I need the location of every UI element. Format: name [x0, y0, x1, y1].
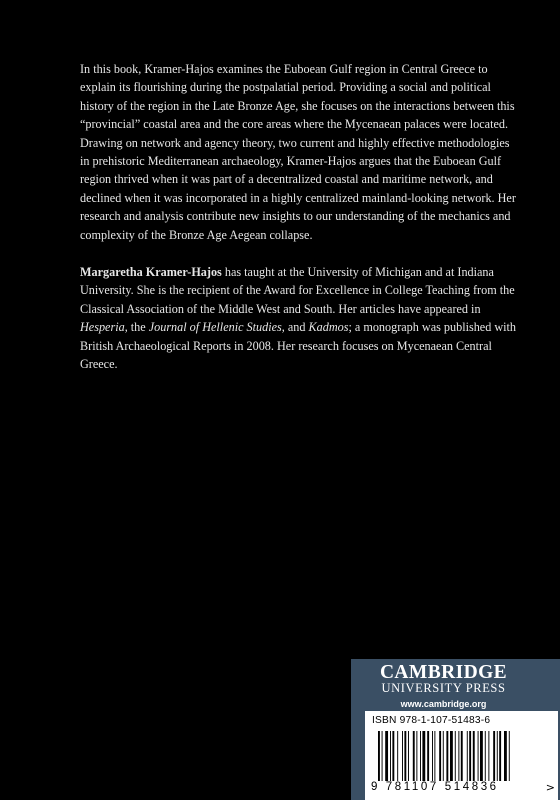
publisher-logo-cambridge: CAMBRIDGE: [379, 662, 508, 683]
publisher-logo-university-press: UNIVERSITY PRESS: [381, 681, 506, 695]
journal-kadmos: Kadmos: [308, 320, 349, 335]
journal-hesperia: Hesperia: [80, 320, 125, 335]
journal-hellenic-studies: Journal of Hellenic Studies: [148, 320, 282, 335]
barcode-arrow: >: [545, 781, 555, 794]
barcode-box: [365, 711, 558, 800]
back-cover-blurb: [80, 60, 520, 393]
publisher-panel: [351, 659, 560, 800]
publisher-website: www.cambridge.org: [400, 699, 487, 709]
barcode-digits: 9 781107 514836: [371, 781, 499, 793]
barcode-icon: [378, 731, 546, 781]
book-description: [80, 60, 520, 244]
author-name: Margaretha Kramer-Hajos: [80, 265, 222, 280]
bio-text-1: has taught at the University of Michigan and at Indiana University. She is the recipient of the Award for Excellence in College Teaching from the Classical Association of the Middle West and South. Her articles have appeared in: [80, 265, 515, 316]
isbn-label: ISBN 978-1-107-51483-6: [372, 715, 491, 726]
bio-text-2: , the: [124, 320, 149, 335]
description-text: In this book, Kramer-Hajos examines the Euboean Gulf region in Central Greece to explain its flourishing during the postpalatial period. Providing a social and political history of the region in the Late Bronze Age, she focuses on the interactions between this “provincial” coastal area and the core areas where the Mycenaean palaces were located. Drawing on network and agency theory, two current and highly effective methodologies in prehistoric Mediterranean archaeology, Kramer-Hajos argues that the Euboean Gulf region thrived when it was part of a decentralized coastal and maritime network, and declined when it was incorporated in a highly centralized mainland-looking network. Her research and analysis contribute new insights to our understanding of the mechanics and complexity of the Bronze Age Aegean collapse.: [80, 62, 516, 242]
bio-text-3: , and: [281, 320, 309, 335]
bio-text-4: ; a monograph was published with British Archaeological Reports in 2008. Her research focuses on Mycenaean Central Greece.: [80, 320, 517, 372]
author-bio: [80, 263, 520, 373]
